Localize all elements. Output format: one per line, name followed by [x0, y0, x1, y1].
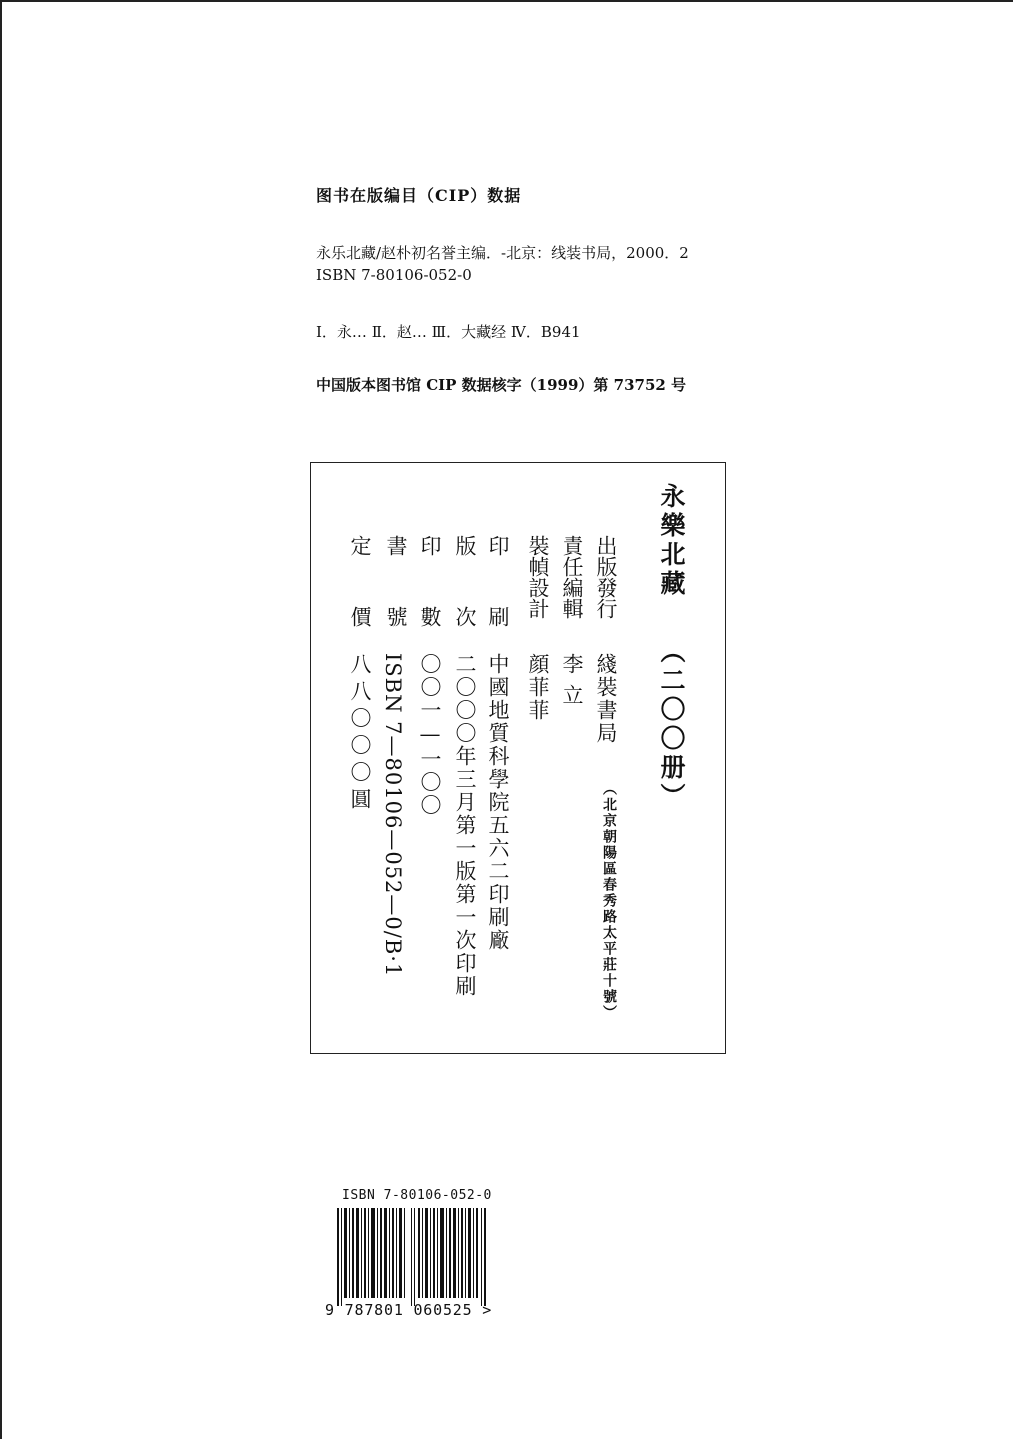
colophon-box [310, 462, 726, 1054]
printer-value: 中國地質科學院五六二印刷廠 [486, 653, 510, 952]
barcode-digits: 9 787801 060525 > [325, 1301, 493, 1319]
book-volumes: （二〇〇册） [657, 638, 686, 812]
print-run-value: 〇〇一—一〇〇 [418, 653, 442, 817]
editor-value: 李立 [560, 653, 584, 715]
book-number-label: 書號 [384, 535, 408, 677]
publisher-label: 出版發行 [594, 535, 618, 619]
publisher-address: （北京朝陽區春秀路太平莊十號） [601, 781, 617, 1021]
designer-value: 顔菲菲 [526, 653, 550, 722]
page-edge-top [0, 0, 1013, 2]
isbn-barcode [322, 1188, 512, 1338]
cip-title: 图书在版编目（CIP）数据 [316, 186, 522, 205]
cip-isbn-line: ISBN 7-80106-052-0 [316, 266, 472, 284]
cip-record-number-line: 中国版本图书馆 CIP 数据核字（1999）第 73752 号 [316, 376, 687, 394]
price-label: 定價 [348, 535, 372, 677]
editor-label: 責任編輯 [560, 535, 584, 619]
page-edge-left [0, 0, 2, 1439]
edition-label: 版次 [453, 535, 477, 677]
price-value: 八八〇〇〇圓 [348, 653, 372, 815]
publisher-value: 綫裝書局 [594, 653, 618, 745]
print-run-label: 印數 [418, 535, 442, 677]
designer-label: 裝幀設計 [526, 535, 550, 619]
barcode-isbn-text: ISBN 7-80106-052-0 [342, 1188, 492, 1203]
barcode-bars [337, 1208, 497, 1306]
edition-value: 二〇〇〇年三月第一版第一次印刷 [453, 653, 477, 998]
book-number-value: ISBN 7—80106—052—0/B·1 [381, 653, 405, 978]
printer-label: 印刷 [486, 535, 510, 677]
cip-classification-line: Ⅰ．永… Ⅱ．赵… Ⅲ．大藏经 Ⅳ．B941 [316, 323, 581, 341]
book-title: 永樂北藏 [657, 483, 686, 599]
cip-bibliographic-line: 永乐北藏/赵朴初名誉主编．-北京：线装书局，2000．2 [316, 244, 689, 262]
